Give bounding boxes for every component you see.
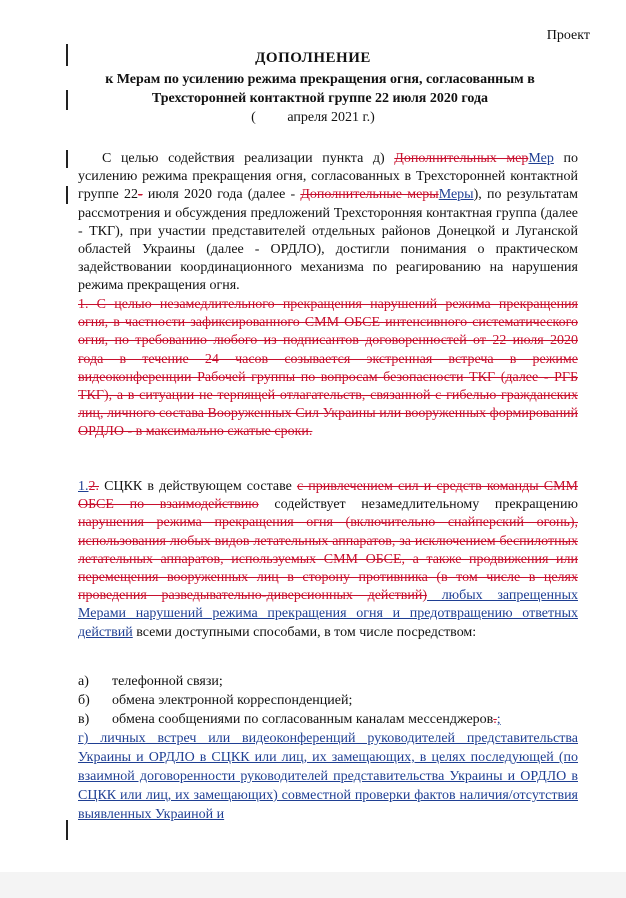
change-bar [66, 820, 68, 840]
deleted-text: - [137, 187, 143, 203]
list-marker: а) [78, 674, 89, 689]
deleted-text: Дополнительные меры [300, 187, 439, 203]
inserted-text: ; [496, 712, 501, 727]
inserted-text: 1. [78, 479, 89, 494]
paragraph-intro [78, 150, 578, 296]
list-item-c [78, 710, 578, 729]
date-text: апреля 2021 г.) [287, 110, 375, 125]
inserted-text: Мер [528, 151, 554, 166]
deleted-text: . [493, 712, 497, 727]
inserted-text: Меры [438, 187, 474, 203]
list-marker: в) [78, 712, 90, 727]
subtitle-line: Трехсторонней контактной группе 22 июля 2020 года [151, 91, 489, 106]
draft-label: Проект [546, 28, 590, 43]
date-paren: ( [251, 110, 256, 125]
list-text [112, 710, 501, 729]
date-line [0, 110, 626, 126]
list-text: обмена электронной корреспонденцией; [112, 693, 353, 708]
text-run: ), по результатам рассмотрения и обсуждения предложений Трехсторонняя контактная группа (далее - ТКГ), при участии представителей отдельных районов Донецкой и Луганской областей Украины (далее - ОРДЛО), достигли понимания о практическом задействовании координационного механизма по реагированию на нарушения режима прекращения огня. [78, 187, 578, 294]
change-bar [66, 186, 68, 204]
text-run: содействует незамедлительному прекращению [258, 497, 578, 513]
deleted-text: 2. [88, 479, 99, 494]
text-run: июля 2020 года (далее - [142, 187, 301, 203]
list-item-a [78, 672, 578, 691]
change-bar [66, 150, 68, 168]
text-run: СЦКК в действующем составе [99, 479, 297, 494]
paragraph-deleted [78, 296, 578, 442]
list-item-g-inserted: г) личных встреч или видеоконференций руководителей представительства Украины и ОРДЛО в СЦКК или лиц, их замещающих, в целях последующей (по взаимной договоренности руководителей представительства Украины и ОРДЛО в СЦКК или лиц, их замещающих) совместной проверки фактов наличия/отсутствия выявленных Украиной и [78, 731, 578, 822]
text-run: по усилению режима прекращения огня, согласованных в Трехсторонней контактной группе 22 [78, 151, 578, 203]
inserted-text: любых запрещенных Мерами нарушений режима прекращения огня и предотвращению ответных действий [78, 588, 578, 640]
paragraph-item-1 [78, 478, 578, 642]
list-text: телефонной связи; [112, 674, 223, 689]
text-run: всеми доступными способами, в том числе посредством: [132, 624, 477, 640]
deleted-text: нарушения режима прекращения огня (включительно снайперский огонь), использования любых видов летательных аппаратов, за исключением беспилотных летательных аппаратов, используемых СММ ОБСЕ, а также продвижения или перемещения вооруженных лиц в сторону противника (в том числе в целях проведения разведывательно-диверсионных действий) [78, 515, 578, 604]
deleted-text: Дополнительных мер [394, 151, 529, 166]
text-run: обмена сообщениями по согласованным каналам мессенджеров [112, 712, 494, 727]
page-bottom-shade [0, 872, 626, 898]
deleted-text: 1. С целью незамедлительного прекращения нарушений режима прекращения огня, в частности зафиксированного СММ ОБСЕ интенсивного систематического огня, по требованию любого из подписантов договоренностей от 22 июля 2020 года в течение 24 часов созывается экстренная встреча в режиме видеоконференции Рабочей группы по вопросам безопасности ТКГ (далее - РГБ ТКГ), а в ситуации не терпящей отлагательств, связанной с гибелью гражданских лиц, личного состава Вооруженных Сил Украины или вооруженных формирований ОРДЛО - в максимально сжатые сроки. [78, 297, 578, 440]
text-run: С целью содействия реализации пункта д) [102, 151, 395, 166]
document-title: ДОПОЛНЕНИЕ [255, 50, 371, 66]
document-subtitle [60, 70, 580, 108]
list-item-b [78, 691, 578, 710]
list-marker: б) [78, 693, 90, 708]
subtitle-line: к Мерам по усилению режима прекращения огня, согласованным в [105, 72, 535, 87]
deleted-text: с привлечением сил и средств команды СММ ОБСЕ по взаимодействию [78, 479, 578, 513]
